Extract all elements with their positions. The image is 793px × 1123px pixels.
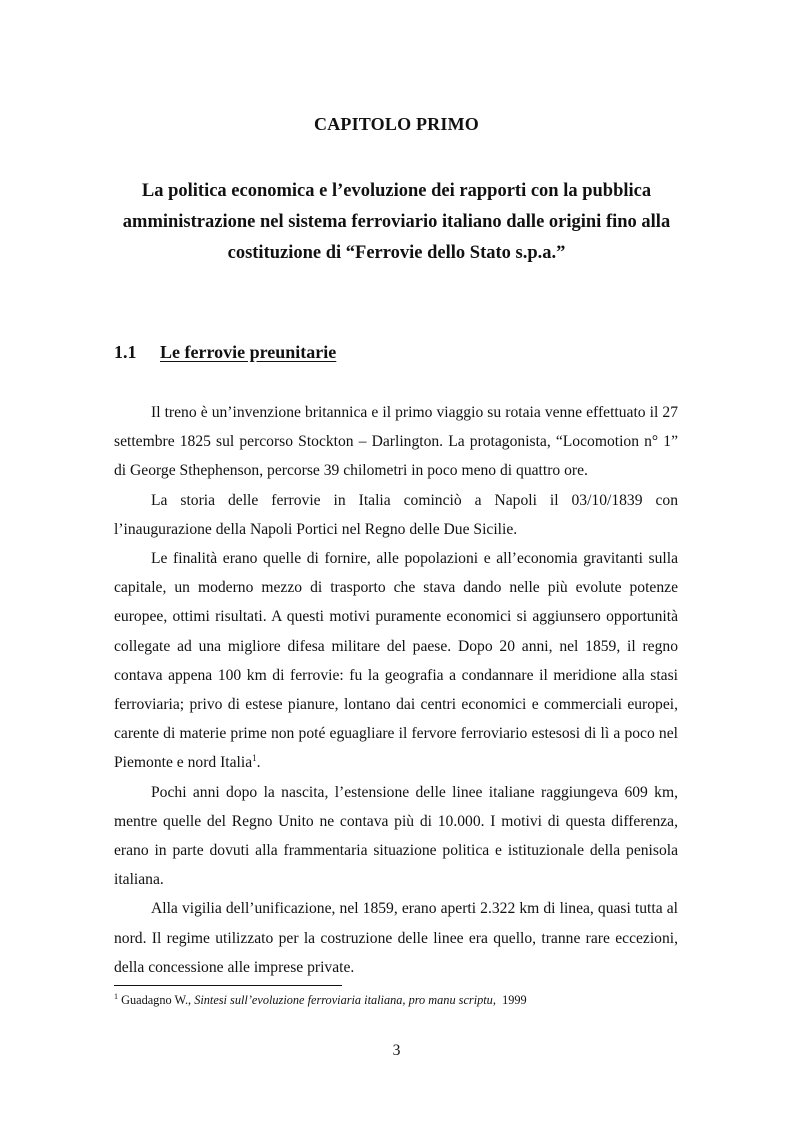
footnote-author: Guadagno W., [121, 993, 192, 1007]
section-heading [114, 342, 336, 363]
section-number: 1.1 [114, 342, 137, 362]
page-number: 3 [392, 1042, 401, 1059]
chapter-label: CAPITOLO PRIMO [314, 114, 479, 134]
footnote [114, 993, 694, 1008]
paragraph: Il treno è un’invenzione britannica e il primo viaggio su rotaia venne effettuato il 27 settembre 1825 sul percorso Stockton – Darlington. La protagonista, “Locomotion n° 1” di George Sthephenson, percorse 39 chilometri in poco meno di quattro ore. [114, 404, 678, 480]
section-title: Le ferrovie preunitarie [160, 342, 337, 362]
footnote-reference: 1 [252, 753, 257, 764]
footnote-work-title: Sintesi sull’evoluzione ferroviaria italiana, pro manu scriptu, [194, 993, 496, 1007]
footnote-year: 1999 [502, 993, 527, 1007]
paragraph: Alla vigilia dell’unificazione, nel 1859, erano aperti 2.322 km di linea, quasi tutta al nord. Il regime utilizzato per la costruzione delle linee era quello, tranne rare eccezioni, della concessione alle imprese private. [114, 900, 678, 976]
paragraph: La storia delle ferrovie in Italia cominciò a Napoli il 03/10/1839 con l’inaugurazione della Napoli Portici nel Regno delle Due Sicilie. [114, 491, 678, 538]
paragraph [114, 544, 678, 778]
paragraph-text: Le finalità erano quelle di fornire, alle popolazioni e all’economia gravitanti sulla capitale, un moderno mezzo di trasporto che stava dando nelle più evolute potenze europee, ottimi risultati. A questi motivi puramente economici si aggiunsero opportunità collegate ad una migliore difesa militare del paese. Dopo 20 anni, nel 1859, il regno contava appena 100 km di ferrovie: fu la geografia a condannare il meridione alla stasi ferroviaria; privo di estese pianure, lontano dai centri economici e commerciali europei, carente di materie prime non poté eguagliare il fervore ferroviario estesosi di lì a poco nel Piemonte e nord Italia [114, 550, 678, 772]
footnote-separator [114, 985, 342, 986]
footnote-marker: 1 [114, 992, 118, 1001]
body-text [114, 398, 678, 982]
chapter-title: La politica economica e l’evoluzione dei rapporti con la pubblica amministrazione nel sistema ferroviario italiano dalle origini fino alla costituzione di “Ferrovie dello Stato s.p.a.” [122, 181, 671, 263]
paragraph: Pochi anni dopo la nascita, l’estensione delle linee italiane raggiungeva 609 km, mentre quelle del Regno Unito ne contava più di 10.000. I motivi di questa differenza, erano in parte dovuti alla frammentaria situazione politica e istituzionale della penisola italiana. [114, 783, 678, 889]
paragraph-end: . [256, 754, 261, 772]
